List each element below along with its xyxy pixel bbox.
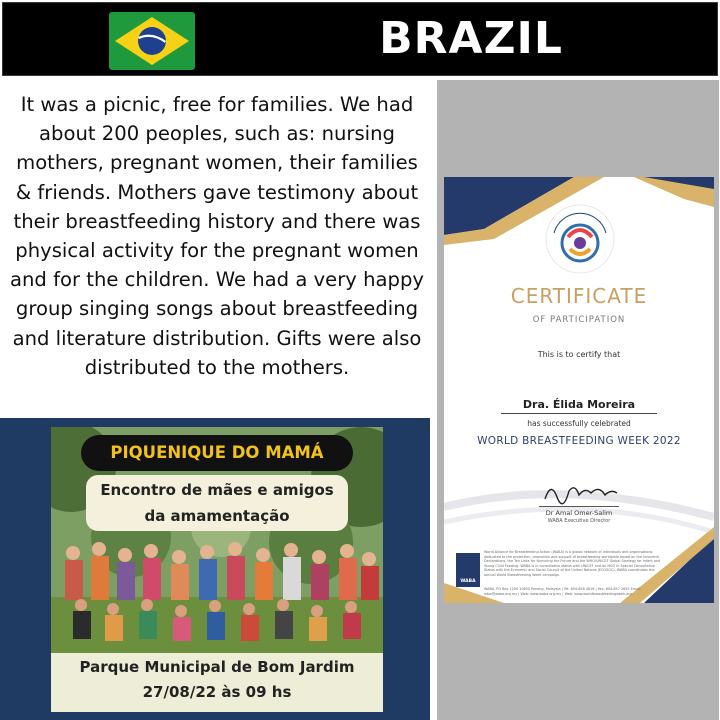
brazil-flag-icon (109, 12, 195, 70)
certificate-contact: WABA, PO Box 1200 10850 Penang, Malaysia | Tel: 604-658 4816 | Fax: 604-657 2655 Email: wbw@waba.org.my | Web: www.waba.org.my | Web: www.worldbreastfeedingweek.org (484, 587, 642, 596)
recipient-name: Dra. Élida Moreira (522, 398, 636, 411)
event-name: WORLD BREASTFEEDING WEEK 2022 (477, 435, 681, 447)
poster-subtitle (86, 477, 348, 529)
poster-subtitle-line2: da amamentação (144, 507, 290, 525)
step-up-breastfeeding-logo (544, 203, 616, 275)
poster-footer (51, 655, 383, 705)
country-title: BRAZIL (379, 13, 563, 64)
recipient-underline (501, 413, 657, 414)
poster-location: Parque Municipal de Bom Jardim (79, 658, 355, 676)
event-description: It was a picnic, free for families. We had about 200 peoples, such as: nursing mothers, pregnant women, their families & friends. Mothers gave testimony about their breastfeeding history and there was physical activity for the pregnant women and for the children. We had a very happy group singing songs about breastfeeding and literature distribution. Gifts were also distributed to the mothers. (10, 93, 424, 379)
certificate-document (444, 177, 714, 603)
signer-role: WABA Executive Director (547, 518, 611, 524)
certificate-title: CERTIFICATE (510, 284, 648, 308)
certificate-subtitle: OF PARTICIPATION (532, 315, 626, 325)
certificate-fine-print: World Alliance for Breastfeeding Action (WABA) is a global network of individuals and organisations dedicated to the protection, promotion and support of breastfeeding worldwide based on the Innocenti Declarations, the Ten Links for Nurturing the Future and the WHO/UNICEF Global Strategy for Infant and Young Child Feeding. WABA is in consultative status with UNICEF and an NGO in Special Consultative Status with the Economic and Social Council of the United Nations (ECOSOC). WABA coordinates the annual World Breastfeeding Week campaign. (484, 550, 661, 577)
poster-datetime: 27/08/22 às 09 hs (142, 683, 292, 701)
signature-image (541, 477, 621, 505)
celebrated-text: has successfully celebrated (527, 419, 631, 428)
group-photo-illustration (51, 535, 383, 663)
certify-text: This is to certify that (537, 350, 621, 359)
header-banner (2, 2, 718, 76)
signer-name: Dr Amal Omer-Salim (545, 509, 613, 517)
poster-subtitle-line1: Encontro de mães e amigos (100, 481, 334, 499)
signature-line (539, 506, 619, 507)
waba-logo-label: WABA (460, 579, 476, 584)
poster-title: PIQUENIQUE DO MAMÁ (110, 443, 324, 462)
event-poster-image (51, 427, 383, 712)
